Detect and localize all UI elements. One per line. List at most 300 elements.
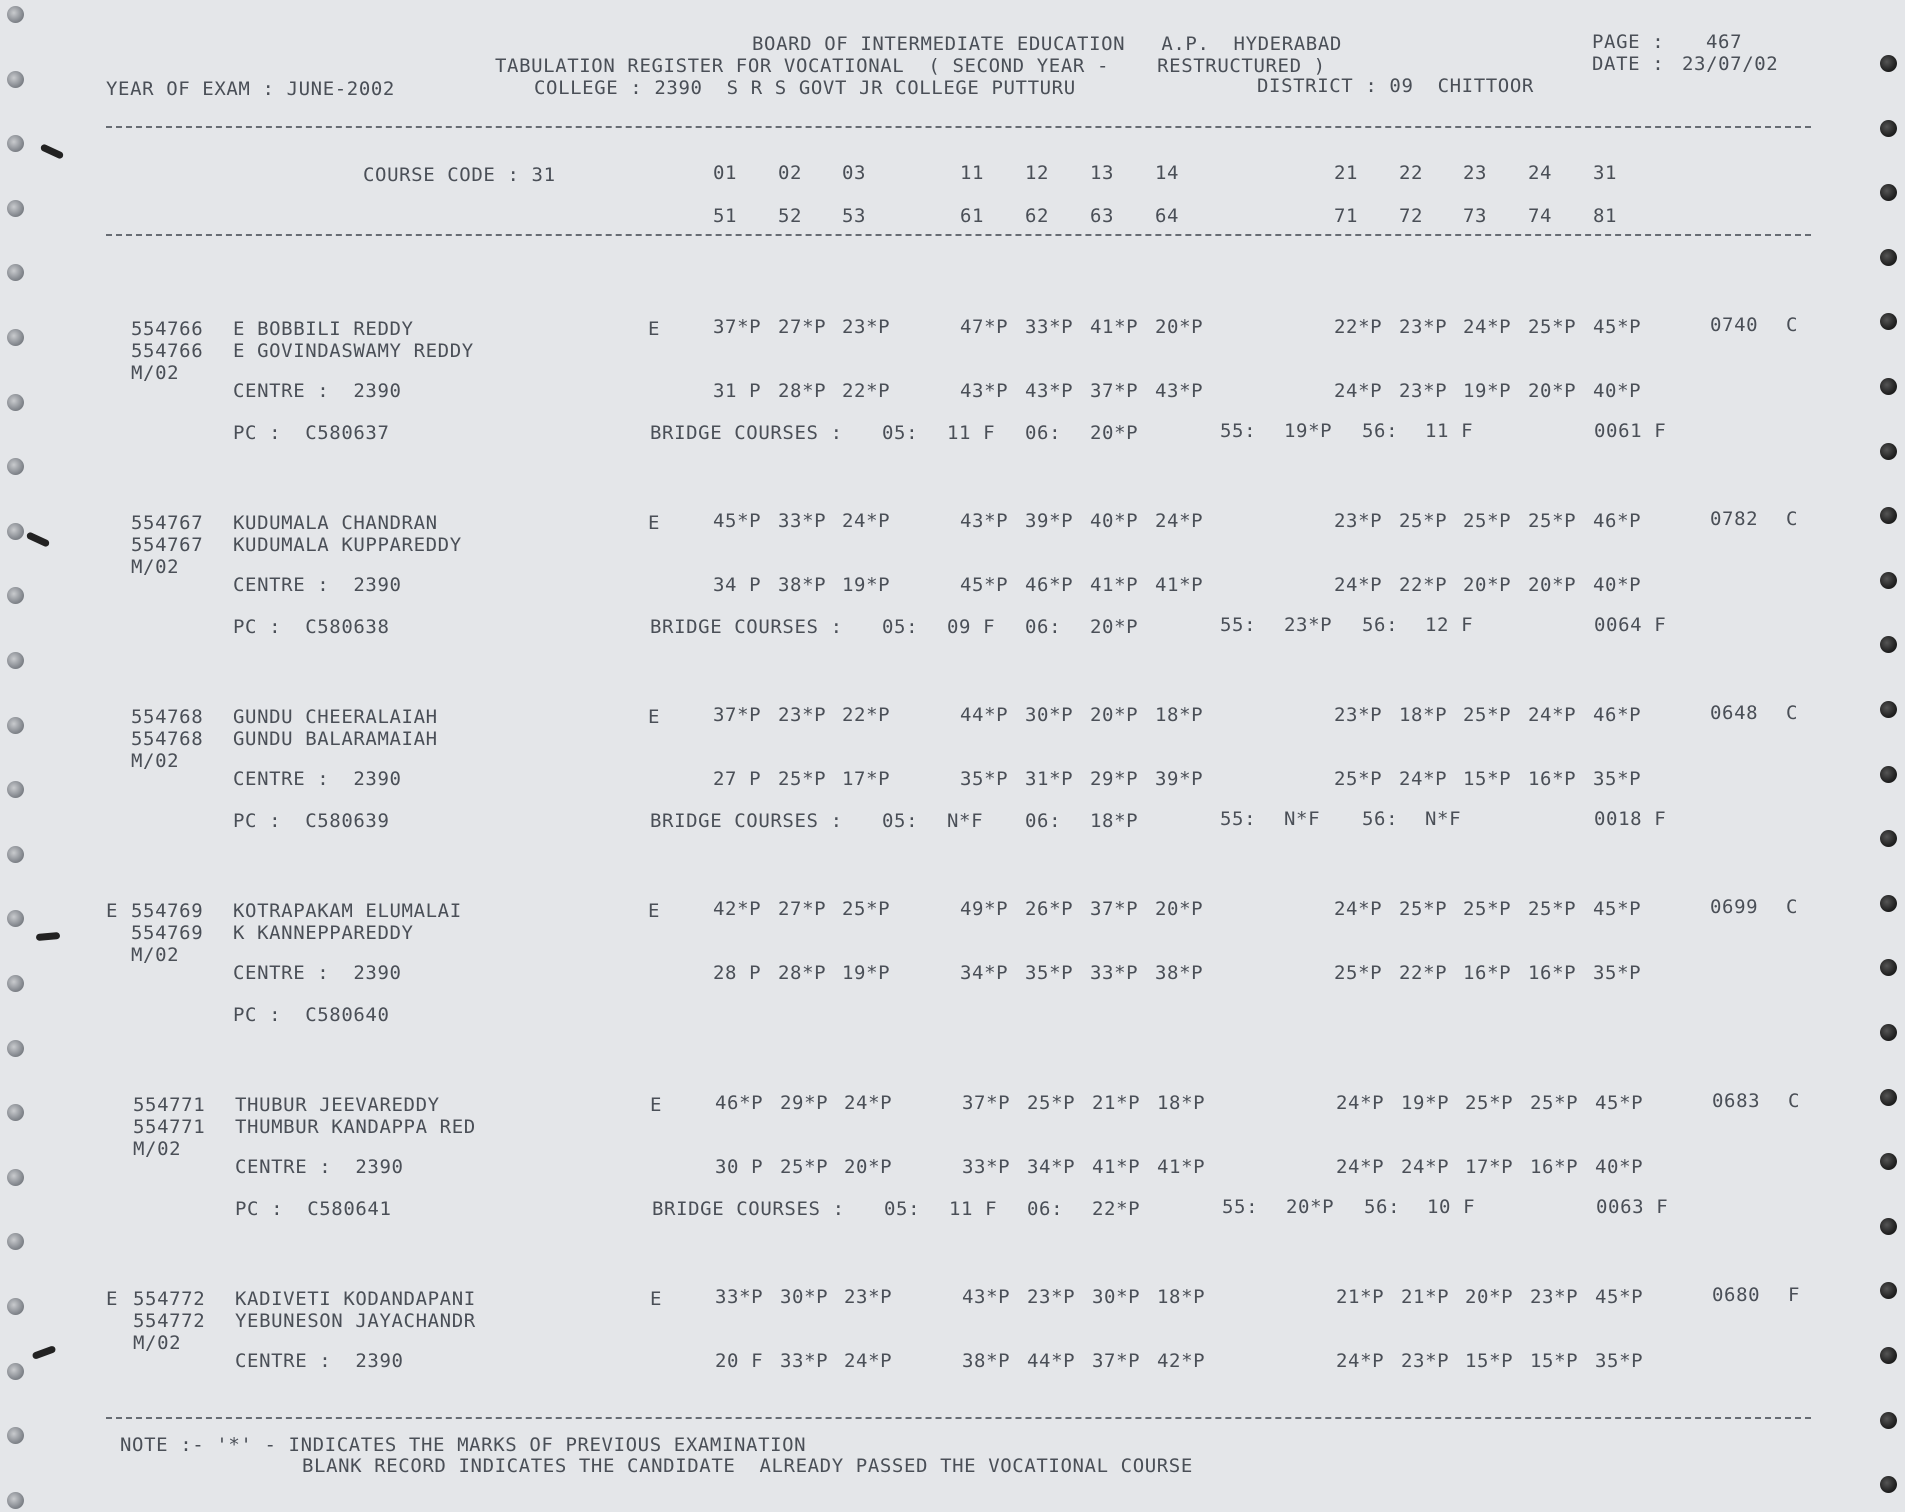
mark-previous: 33*P bbox=[1090, 962, 1139, 984]
candidate-name: THUBUR JEEVAREDDY bbox=[235, 1094, 440, 1116]
mark-current: 24*P bbox=[1528, 704, 1577, 726]
mark-current: 25*P bbox=[1528, 510, 1577, 532]
feed-hole bbox=[7, 523, 24, 540]
mark-previous: 43*P bbox=[960, 380, 1009, 402]
page-number: 467 bbox=[1706, 31, 1743, 53]
mark-previous: 20*P bbox=[1528, 574, 1577, 596]
course-subject-code: 72 bbox=[1399, 205, 1424, 227]
mark-current: 26*P bbox=[1025, 898, 1074, 920]
result: F bbox=[1788, 1284, 1801, 1306]
pc-number: PC : C580639 bbox=[233, 810, 390, 832]
mark-current: 41*P bbox=[1090, 316, 1139, 338]
bridge-mark: 20*P bbox=[1286, 1196, 1335, 1218]
bridge-total: 0018 F bbox=[1594, 808, 1667, 830]
mark-current: 25*P bbox=[1530, 1092, 1579, 1114]
bridge-code: 06: bbox=[1025, 422, 1062, 444]
mark-previous: 45*P bbox=[960, 574, 1009, 596]
bridge-mark: 11 F bbox=[1425, 420, 1474, 442]
mark-previous: 15*P bbox=[1463, 768, 1512, 790]
bridge-code: 55: bbox=[1220, 808, 1257, 830]
mark-previous: 29*P bbox=[1090, 768, 1139, 790]
feed-hole bbox=[7, 200, 24, 217]
binding-mark bbox=[36, 932, 61, 941]
bridge-mark: 20*P bbox=[1090, 422, 1139, 444]
mark-current: 24*P bbox=[1334, 898, 1383, 920]
feed-hole bbox=[7, 1363, 24, 1380]
mark-previous: 24*P bbox=[1336, 1156, 1385, 1178]
parent-name: THUMBUR KANDAPPA RED bbox=[235, 1116, 476, 1138]
bridge-code: 05: bbox=[884, 1198, 921, 1220]
feed-hole bbox=[7, 587, 24, 604]
mark-current: 22*P bbox=[842, 704, 891, 726]
mark-current: 37*P bbox=[713, 704, 762, 726]
college-line: COLLEGE : 2390 S R S GOVT JR COLLEGE PUTTURU bbox=[534, 77, 1076, 99]
roll-number-2: 554768 bbox=[131, 728, 204, 750]
course-subject-code: 51 bbox=[713, 205, 738, 227]
roll-number-2: 554772 bbox=[133, 1310, 206, 1332]
course-subject-code: 01 bbox=[713, 162, 738, 184]
bridge-code: 06: bbox=[1025, 616, 1062, 638]
month-year: M/02 bbox=[133, 1138, 182, 1160]
binding-mark bbox=[26, 531, 51, 547]
candidate-name: E BOBBILI REDDY bbox=[233, 318, 414, 340]
total-marks: 0699 bbox=[1710, 896, 1759, 918]
parent-name: K KANNEPPAREDDY bbox=[233, 922, 414, 944]
mark-current: 33*P bbox=[1025, 316, 1074, 338]
mark-previous: 41*P bbox=[1090, 574, 1139, 596]
mark-previous: 37*P bbox=[1092, 1350, 1141, 1372]
mark-current: 18*P bbox=[1157, 1286, 1206, 1308]
mark-current: 39*P bbox=[1025, 510, 1074, 532]
bridge-courses-label: BRIDGE COURSES : bbox=[650, 422, 843, 444]
mark-current: 45*P bbox=[1595, 1092, 1644, 1114]
feed-hole bbox=[7, 1298, 24, 1315]
mark-previous: 15*P bbox=[1465, 1350, 1514, 1372]
roll-number-2: 554767 bbox=[131, 534, 204, 556]
mark-previous: 41*P bbox=[1155, 574, 1204, 596]
feed-hole bbox=[1880, 959, 1897, 976]
feed-hole bbox=[7, 458, 24, 475]
mark-previous: 35*P bbox=[1025, 962, 1074, 984]
bridge-total: 0064 F bbox=[1594, 614, 1667, 636]
feed-hole bbox=[1880, 830, 1897, 847]
mark-current: 45*P bbox=[1593, 898, 1642, 920]
mark-previous: 22*P bbox=[1399, 574, 1448, 596]
district-line: DISTRICT : 09 CHITTOOR bbox=[1257, 75, 1534, 97]
mark-previous: 24*P bbox=[1336, 1350, 1385, 1372]
feed-hole bbox=[1880, 701, 1897, 718]
mark-current: 46*P bbox=[1593, 510, 1642, 532]
mark-previous: 25*P bbox=[1334, 962, 1383, 984]
bridge-mark: 19*P bbox=[1284, 420, 1333, 442]
mark-previous: 19*P bbox=[1463, 380, 1512, 402]
roll-number-2: 554769 bbox=[131, 922, 204, 944]
mark-previous: 22*P bbox=[1399, 962, 1448, 984]
mark-current: 18*P bbox=[1155, 704, 1204, 726]
course-subject-code: 71 bbox=[1334, 205, 1359, 227]
mark-previous: 38*P bbox=[962, 1350, 1011, 1372]
result: C bbox=[1786, 508, 1799, 530]
mark-current: 25*P bbox=[1528, 898, 1577, 920]
bridge-mark: 23*P bbox=[1284, 614, 1333, 636]
mark-previous: 35*P bbox=[960, 768, 1009, 790]
mark-previous: 34*P bbox=[1027, 1156, 1076, 1178]
mark-current: 20*P bbox=[1090, 704, 1139, 726]
mark-current: 24*P bbox=[842, 510, 891, 532]
parent-name: KUDUMALA KUPPAREDDY bbox=[233, 534, 462, 556]
bridge-mark: 10 F bbox=[1427, 1196, 1476, 1218]
mark-current: 23*P bbox=[1334, 510, 1383, 532]
bridge-code: 05: bbox=[882, 422, 919, 444]
mark-previous: 24*P bbox=[1399, 768, 1448, 790]
mark-previous: 34 P bbox=[713, 574, 762, 596]
mark-current: 23*P bbox=[844, 1286, 893, 1308]
mark-current: 25*P bbox=[1463, 510, 1512, 532]
mark-previous: 19*P bbox=[842, 962, 891, 984]
mark-current: 46*P bbox=[1593, 704, 1642, 726]
feed-hole bbox=[7, 781, 24, 798]
course-subject-code: 13 bbox=[1090, 162, 1115, 184]
mark-current: 25*P bbox=[1463, 704, 1512, 726]
course-subject-code: 62 bbox=[1025, 205, 1050, 227]
pc-number: PC : C580640 bbox=[233, 1004, 390, 1026]
bridge-total: 0063 F bbox=[1596, 1196, 1669, 1218]
mark-previous: 20 F bbox=[715, 1350, 764, 1372]
feed-hole bbox=[1880, 507, 1897, 524]
mark-previous: 46*P bbox=[1025, 574, 1074, 596]
month-year: M/02 bbox=[131, 556, 180, 578]
feed-hole bbox=[7, 1104, 24, 1121]
feed-hole bbox=[7, 329, 24, 346]
course-code: COURSE CODE : 31 bbox=[363, 164, 556, 186]
mark-previous: 33*P bbox=[780, 1350, 829, 1372]
mark-current: 23*P bbox=[1334, 704, 1383, 726]
mark-current: 43*P bbox=[962, 1286, 1011, 1308]
mark-previous: 30 P bbox=[715, 1156, 764, 1178]
mark-previous: 31*P bbox=[1025, 768, 1074, 790]
medium: E bbox=[648, 318, 661, 340]
mark-current: 25*P bbox=[1399, 898, 1448, 920]
feed-hole bbox=[7, 1427, 24, 1444]
mark-current: 24*P bbox=[1463, 316, 1512, 338]
mark-current: 42*P bbox=[713, 898, 762, 920]
mark-current: 24*P bbox=[1336, 1092, 1385, 1114]
feed-hole bbox=[7, 394, 24, 411]
mark-previous: 24*P bbox=[1334, 380, 1383, 402]
mark-current: 47*P bbox=[960, 316, 1009, 338]
feed-hole bbox=[1880, 378, 1897, 395]
divider bbox=[106, 126, 1811, 128]
course-subject-code: 53 bbox=[842, 205, 867, 227]
course-subject-code: 81 bbox=[1593, 205, 1618, 227]
bridge-code: 05: bbox=[882, 810, 919, 832]
mark-previous: 16*P bbox=[1528, 768, 1577, 790]
mark-previous: 22*P bbox=[842, 380, 891, 402]
feed-hole bbox=[1880, 1024, 1897, 1041]
mark-current: 19*P bbox=[1401, 1092, 1450, 1114]
mark-previous: 34*P bbox=[960, 962, 1009, 984]
feed-hole bbox=[7, 910, 24, 927]
feed-hole bbox=[1880, 1412, 1897, 1429]
mark-previous: 19*P bbox=[842, 574, 891, 596]
course-subject-code: 14 bbox=[1155, 162, 1180, 184]
mark-previous: 17*P bbox=[842, 768, 891, 790]
mark-previous: 27 P bbox=[713, 768, 762, 790]
course-subject-code: 03 bbox=[842, 162, 867, 184]
mark-current: 49*P bbox=[960, 898, 1009, 920]
centre: CENTRE : 2390 bbox=[235, 1350, 404, 1372]
mark-current: 45*P bbox=[1593, 316, 1642, 338]
binding-mark bbox=[32, 1345, 57, 1360]
bridge-code: 56: bbox=[1362, 808, 1399, 830]
medium: E bbox=[650, 1094, 663, 1116]
total-marks: 0648 bbox=[1710, 702, 1759, 724]
bridge-total: 0061 F bbox=[1594, 420, 1667, 442]
date-value: 23/07/02 bbox=[1682, 53, 1779, 75]
mark-current: 30*P bbox=[1092, 1286, 1141, 1308]
month-year: M/02 bbox=[131, 750, 180, 772]
mark-previous: 40*P bbox=[1595, 1156, 1644, 1178]
total-marks: 0782 bbox=[1710, 508, 1759, 530]
course-subject-code: 12 bbox=[1025, 162, 1050, 184]
bridge-code: 56: bbox=[1364, 1196, 1401, 1218]
centre: CENTRE : 2390 bbox=[233, 768, 402, 790]
bridge-mark: 11 F bbox=[949, 1198, 998, 1220]
total-marks: 0680 bbox=[1712, 1284, 1761, 1306]
roll-number: 554768 bbox=[131, 706, 204, 728]
mark-current: 33*P bbox=[778, 510, 827, 532]
mark-previous: 24*P bbox=[844, 1350, 893, 1372]
feed-hole bbox=[1880, 1218, 1897, 1235]
feed-hole bbox=[1880, 1089, 1897, 1106]
mark-current: 30*P bbox=[780, 1286, 829, 1308]
mark-current: 25*P bbox=[842, 898, 891, 920]
note-line-2: BLANK RECORD INDICATES THE CANDIDATE ALREADY PASSED THE VOCATIONAL COURSE bbox=[302, 1455, 1193, 1477]
course-subject-code: 02 bbox=[778, 162, 803, 184]
centre: CENTRE : 2390 bbox=[233, 574, 402, 596]
record-flag: E bbox=[106, 1288, 119, 1310]
note-line-1: NOTE :- '*' - INDICATES THE MARKS OF PREVIOUS EXAMINATION bbox=[120, 1434, 807, 1456]
board-title: BOARD OF INTERMEDIATE EDUCATION A.P. HYDERABAD bbox=[752, 33, 1342, 55]
feed-hole bbox=[7, 975, 24, 992]
year-of-exam: YEAR OF EXAM : JUNE-2002 bbox=[106, 78, 395, 100]
bridge-courses-label: BRIDGE COURSES : bbox=[650, 616, 843, 638]
mark-current: 23*P bbox=[1399, 316, 1448, 338]
mark-current: 21*P bbox=[1401, 1286, 1450, 1308]
mark-current: 45*P bbox=[1595, 1286, 1644, 1308]
bridge-code: 56: bbox=[1362, 614, 1399, 636]
course-subject-code: 64 bbox=[1155, 205, 1180, 227]
candidate-name: GUNDU CHEERALAIAH bbox=[233, 706, 438, 728]
bridge-code: 05: bbox=[882, 616, 919, 638]
mark-current: 45*P bbox=[713, 510, 762, 532]
mark-previous: 25*P bbox=[1334, 768, 1383, 790]
feed-hole bbox=[1880, 313, 1897, 330]
feed-hole bbox=[7, 1492, 24, 1509]
roll-number: 554772 bbox=[133, 1288, 206, 1310]
mark-current: 20*P bbox=[1465, 1286, 1514, 1308]
medium: E bbox=[648, 512, 661, 534]
mark-current: 21*P bbox=[1092, 1092, 1141, 1114]
feed-hole bbox=[1880, 895, 1897, 912]
mark-current: 20*P bbox=[1155, 316, 1204, 338]
result: C bbox=[1788, 1090, 1801, 1112]
pc-number: PC : C580638 bbox=[233, 616, 390, 638]
candidate-name: KOTRAPAKAM ELUMALAI bbox=[233, 900, 462, 922]
mark-current: 27*P bbox=[778, 898, 827, 920]
page-label: PAGE : bbox=[1592, 31, 1665, 53]
record-flag: E bbox=[106, 900, 119, 922]
mark-previous: 40*P bbox=[1593, 380, 1642, 402]
mark-current: 25*P bbox=[1463, 898, 1512, 920]
mark-previous: 16*P bbox=[1528, 962, 1577, 984]
total-marks: 0683 bbox=[1712, 1090, 1761, 1112]
bridge-mark: 12 F bbox=[1425, 614, 1474, 636]
bridge-code: 55: bbox=[1220, 614, 1257, 636]
mark-previous: 41*P bbox=[1157, 1156, 1206, 1178]
feed-hole bbox=[7, 846, 24, 863]
feed-hole bbox=[1880, 443, 1897, 460]
month-year: M/02 bbox=[131, 944, 180, 966]
bridge-mark: 11 F bbox=[947, 422, 996, 444]
mark-previous: 16*P bbox=[1530, 1156, 1579, 1178]
roll-number-2: 554771 bbox=[133, 1116, 206, 1138]
course-subject-code: 21 bbox=[1334, 162, 1359, 184]
bridge-code: 56: bbox=[1362, 420, 1399, 442]
feed-hole bbox=[1880, 572, 1897, 589]
date-label: DATE : bbox=[1592, 53, 1665, 75]
mark-current: 25*P bbox=[1399, 510, 1448, 532]
feed-hole bbox=[1880, 1282, 1897, 1299]
result: C bbox=[1786, 896, 1799, 918]
roll-number-2: 554766 bbox=[131, 340, 204, 362]
mark-previous: 28 P bbox=[713, 962, 762, 984]
mark-previous: 37*P bbox=[1090, 380, 1139, 402]
feed-hole bbox=[1880, 184, 1897, 201]
mark-previous: 38*P bbox=[1155, 962, 1204, 984]
bridge-courses-label: BRIDGE COURSES : bbox=[650, 810, 843, 832]
parent-name: GUNDU BALARAMAIAH bbox=[233, 728, 438, 750]
mark-previous: 39*P bbox=[1155, 768, 1204, 790]
result: C bbox=[1786, 314, 1799, 336]
feed-hole bbox=[7, 652, 24, 669]
parent-name: YEBUNESON JAYACHANDR bbox=[235, 1310, 476, 1332]
mark-current: 33*P bbox=[715, 1286, 764, 1308]
mark-previous: 25*P bbox=[778, 768, 827, 790]
mark-current: 24*P bbox=[1155, 510, 1204, 532]
mark-previous: 28*P bbox=[778, 380, 827, 402]
divider bbox=[106, 234, 1811, 236]
feed-hole bbox=[7, 717, 24, 734]
mark-current: 18*P bbox=[1399, 704, 1448, 726]
course-subject-code: 61 bbox=[960, 205, 985, 227]
month-year: M/02 bbox=[131, 362, 180, 384]
course-subject-code: 23 bbox=[1463, 162, 1488, 184]
mark-current: 25*P bbox=[1027, 1092, 1076, 1114]
mark-current: 37*P bbox=[962, 1092, 1011, 1114]
mark-current: 23*P bbox=[778, 704, 827, 726]
mark-previous: 44*P bbox=[1027, 1350, 1076, 1372]
binding-mark bbox=[40, 143, 65, 159]
candidate-name: KADIVETI KODANDAPANI bbox=[235, 1288, 476, 1310]
centre: CENTRE : 2390 bbox=[233, 962, 402, 984]
feed-hole bbox=[1880, 249, 1897, 266]
feed-hole bbox=[7, 1169, 24, 1186]
mark-previous: 23*P bbox=[1399, 380, 1448, 402]
course-subject-code: 24 bbox=[1528, 162, 1553, 184]
pc-number: PC : C580641 bbox=[235, 1198, 392, 1220]
medium: E bbox=[650, 1288, 663, 1310]
divider bbox=[106, 1417, 1811, 1419]
mark-previous: 25*P bbox=[780, 1156, 829, 1178]
parent-name: E GOVINDASWAMY REDDY bbox=[233, 340, 474, 362]
mark-previous: 38*P bbox=[778, 574, 827, 596]
mark-current: 37*P bbox=[1090, 898, 1139, 920]
bridge-courses-label: BRIDGE COURSES : bbox=[652, 1198, 845, 1220]
centre: CENTRE : 2390 bbox=[233, 380, 402, 402]
mark-current: 24*P bbox=[844, 1092, 893, 1114]
roll-number: 554771 bbox=[133, 1094, 206, 1116]
feed-hole bbox=[1880, 636, 1897, 653]
mark-previous: 16*P bbox=[1463, 962, 1512, 984]
course-subject-code: 52 bbox=[778, 205, 803, 227]
mark-current: 23*P bbox=[1027, 1286, 1076, 1308]
bridge-mark: 09 F bbox=[947, 616, 996, 638]
feed-hole bbox=[1880, 1347, 1897, 1364]
course-subject-code: 73 bbox=[1463, 205, 1488, 227]
mark-previous: 43*P bbox=[1155, 380, 1204, 402]
mark-previous: 20*P bbox=[1528, 380, 1577, 402]
mark-previous: 43*P bbox=[1025, 380, 1074, 402]
mark-current: 37*P bbox=[713, 316, 762, 338]
medium: E bbox=[648, 706, 661, 728]
pc-number: PC : C580637 bbox=[233, 422, 390, 444]
medium: E bbox=[648, 900, 661, 922]
feed-hole bbox=[7, 264, 24, 281]
mark-previous: 17*P bbox=[1465, 1156, 1514, 1178]
mark-previous: 35*P bbox=[1593, 962, 1642, 984]
course-subject-code: 31 bbox=[1593, 162, 1618, 184]
feed-hole bbox=[7, 71, 24, 88]
roll-number: 554767 bbox=[131, 512, 204, 534]
roll-number: 554769 bbox=[131, 900, 204, 922]
mark-current: 40*P bbox=[1090, 510, 1139, 532]
mark-current: 23*P bbox=[1530, 1286, 1579, 1308]
mark-previous: 35*P bbox=[1593, 768, 1642, 790]
feed-hole bbox=[7, 135, 24, 152]
bridge-mark: N*F bbox=[947, 810, 984, 832]
bridge-mark: 20*P bbox=[1090, 616, 1139, 638]
bridge-mark: N*F bbox=[1284, 808, 1321, 830]
mark-current: 23*P bbox=[842, 316, 891, 338]
result: C bbox=[1786, 702, 1799, 724]
feed-hole bbox=[1880, 55, 1897, 72]
mark-previous: 23*P bbox=[1401, 1350, 1450, 1372]
month-year: M/02 bbox=[133, 1332, 182, 1354]
mark-previous: 42*P bbox=[1157, 1350, 1206, 1372]
feed-hole bbox=[1880, 120, 1897, 137]
feed-hole bbox=[7, 1040, 24, 1057]
mark-current: 25*P bbox=[1465, 1092, 1514, 1114]
mark-previous: 41*P bbox=[1092, 1156, 1141, 1178]
mark-previous: 24*P bbox=[1401, 1156, 1450, 1178]
feed-hole bbox=[1880, 766, 1897, 783]
course-subject-code: 22 bbox=[1399, 162, 1424, 184]
mark-previous: 35*P bbox=[1595, 1350, 1644, 1372]
bridge-mark: 22*P bbox=[1092, 1198, 1141, 1220]
mark-current: 46*P bbox=[715, 1092, 764, 1114]
mark-current: 20*P bbox=[1155, 898, 1204, 920]
